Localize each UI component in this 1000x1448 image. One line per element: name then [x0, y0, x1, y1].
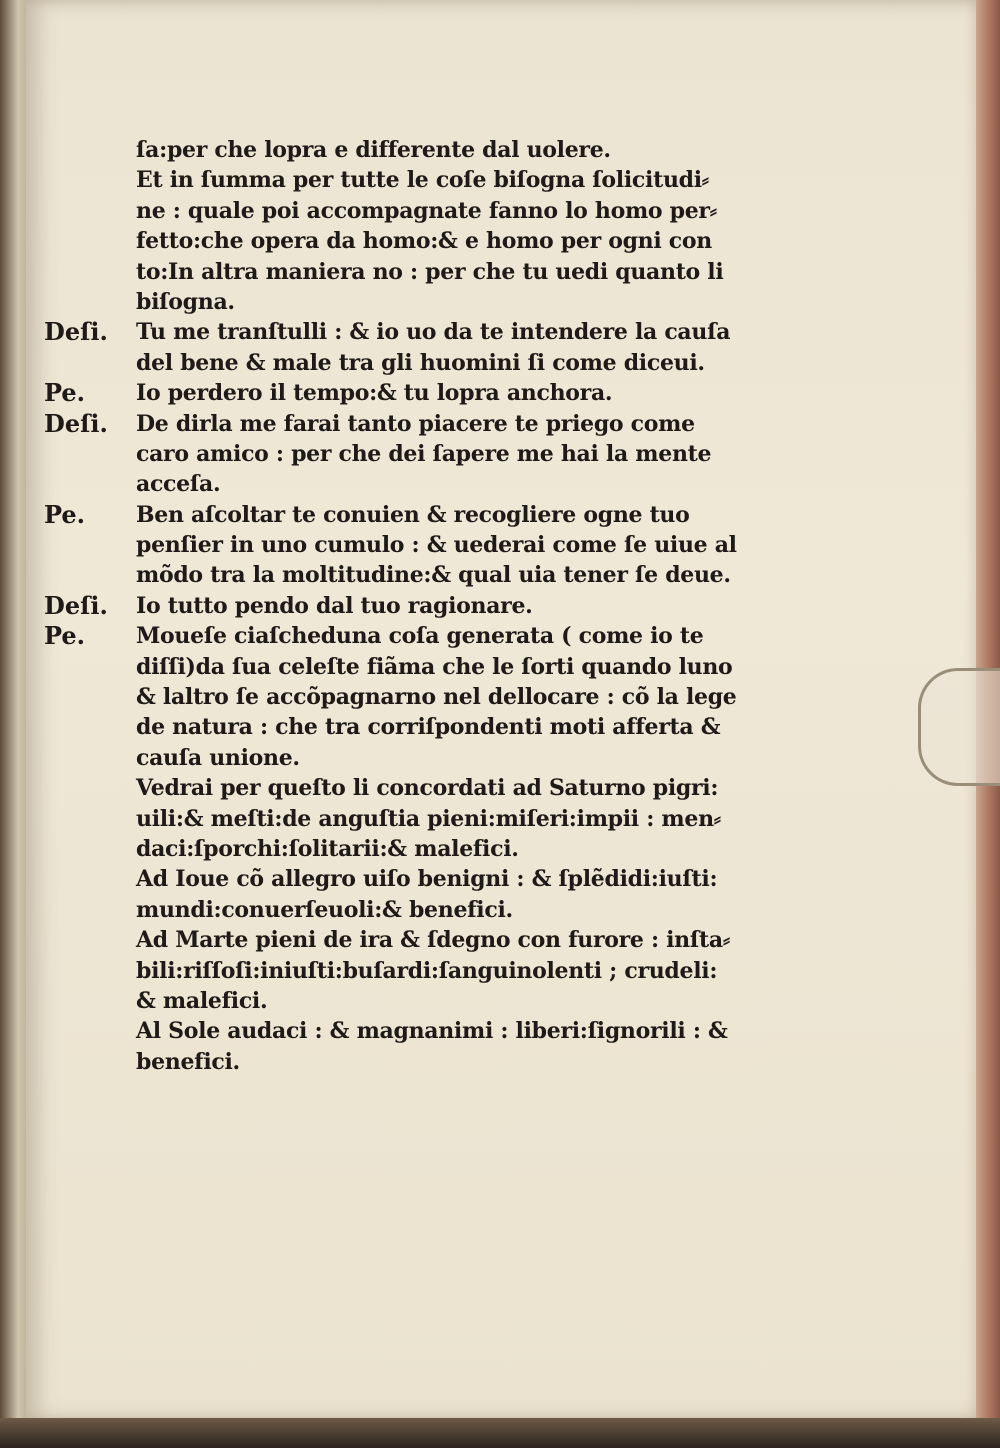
text-line: to:In altra maniera no : per che tu uedi quanto li	[136, 258, 724, 285]
text-line: De dirla me farai tanto piacere te priego come	[136, 410, 695, 437]
text-line: Moueſe ciaſcheduna coſa generata ( come io te	[136, 623, 704, 650]
speaker-label: Deſi.	[44, 591, 108, 620]
text-line: bili:riſſoſi:iniuſti:buſardi:ſanguinolenti ; crudeli:	[136, 957, 718, 984]
page-bottom-edge	[0, 1418, 1000, 1448]
text-line: & malefici.	[136, 987, 268, 1014]
text-line: acceſa.	[136, 471, 221, 498]
text-line: fetto:che opera da homo:& e homo per ogni con	[136, 228, 712, 255]
text-line: penſier in uno cumulo : & uederai come ſe uiue al	[136, 532, 737, 559]
text-line: Io perdero il tempo:& tu lopra anchora.	[136, 380, 613, 407]
text-line: Io tutto pendo dal tuo ragionare.	[136, 592, 533, 619]
speaker-label: Pe.	[44, 499, 86, 529]
text-line: uili:& meſti:de anguſtia pieni:miſeri:impii : men⸗	[136, 805, 721, 832]
text-line: Tu me tranſtulli : & io uo da te intendere la cauſa	[136, 319, 731, 346]
text-line: Ad Ioue cõ allegro uiſo benigni : & ſplẽdidi:iuſti:	[136, 866, 718, 893]
text-body	[136, 135, 796, 1077]
speaker-label: Deſi.	[44, 408, 108, 438]
text-line: & laltro ſe accõpagnarno nel dellocare : cõ la lege	[136, 684, 737, 711]
text-line: caro amico : per che dei ſapere me hai la mente	[136, 440, 712, 467]
text-line: Ad Marte pieni de ira & ſdegno con furore : inſta⸗	[136, 927, 730, 954]
text-line: de natura : che tra corriſpondenti moti afferta &	[136, 714, 721, 741]
text-line: Et in ſumma per tutte le coſe biſogna ſolicitudi⸗	[136, 167, 709, 194]
text-line: mõdo tra la moltitudine:& qual uia tener ſe deue.	[136, 562, 731, 589]
speaker-label: Deſi.	[44, 317, 108, 347]
text-line: biſogna.	[136, 288, 235, 315]
text-line: ſa:per che lopra e differente dal uolere.	[136, 137, 611, 163]
text-line: benefici.	[136, 1048, 240, 1075]
speaker-label: Pe.	[44, 378, 86, 408]
text-line: del bene & male tra gli huomini ſi come diceui.	[136, 349, 705, 376]
text-line: daci:ſporchi:ſolitarii:& malefici.	[136, 835, 519, 862]
text-line: Vedrai per queſto li concordati ad Saturno pigri:	[136, 775, 719, 802]
text-line: ne : quale poi accompagnate fanno lo homo per⸗	[136, 197, 717, 224]
text-line: cauſa unione.	[136, 744, 300, 771]
text-line: diſſi)da ſua celeſte fiãma che le ſorti quando luno	[136, 653, 733, 680]
text-line: Ben aſcoltar te conuien & recogliere ogne tuo	[136, 501, 690, 528]
text-line: mundi:conuerſeuoli:& benefici.	[136, 896, 513, 923]
speaker-label: Pe.	[44, 621, 86, 651]
text-line: Al Sole audaci : & magnanimi : liberi:ſignorili : &	[136, 1018, 728, 1045]
page-clip-tab	[918, 668, 1000, 786]
